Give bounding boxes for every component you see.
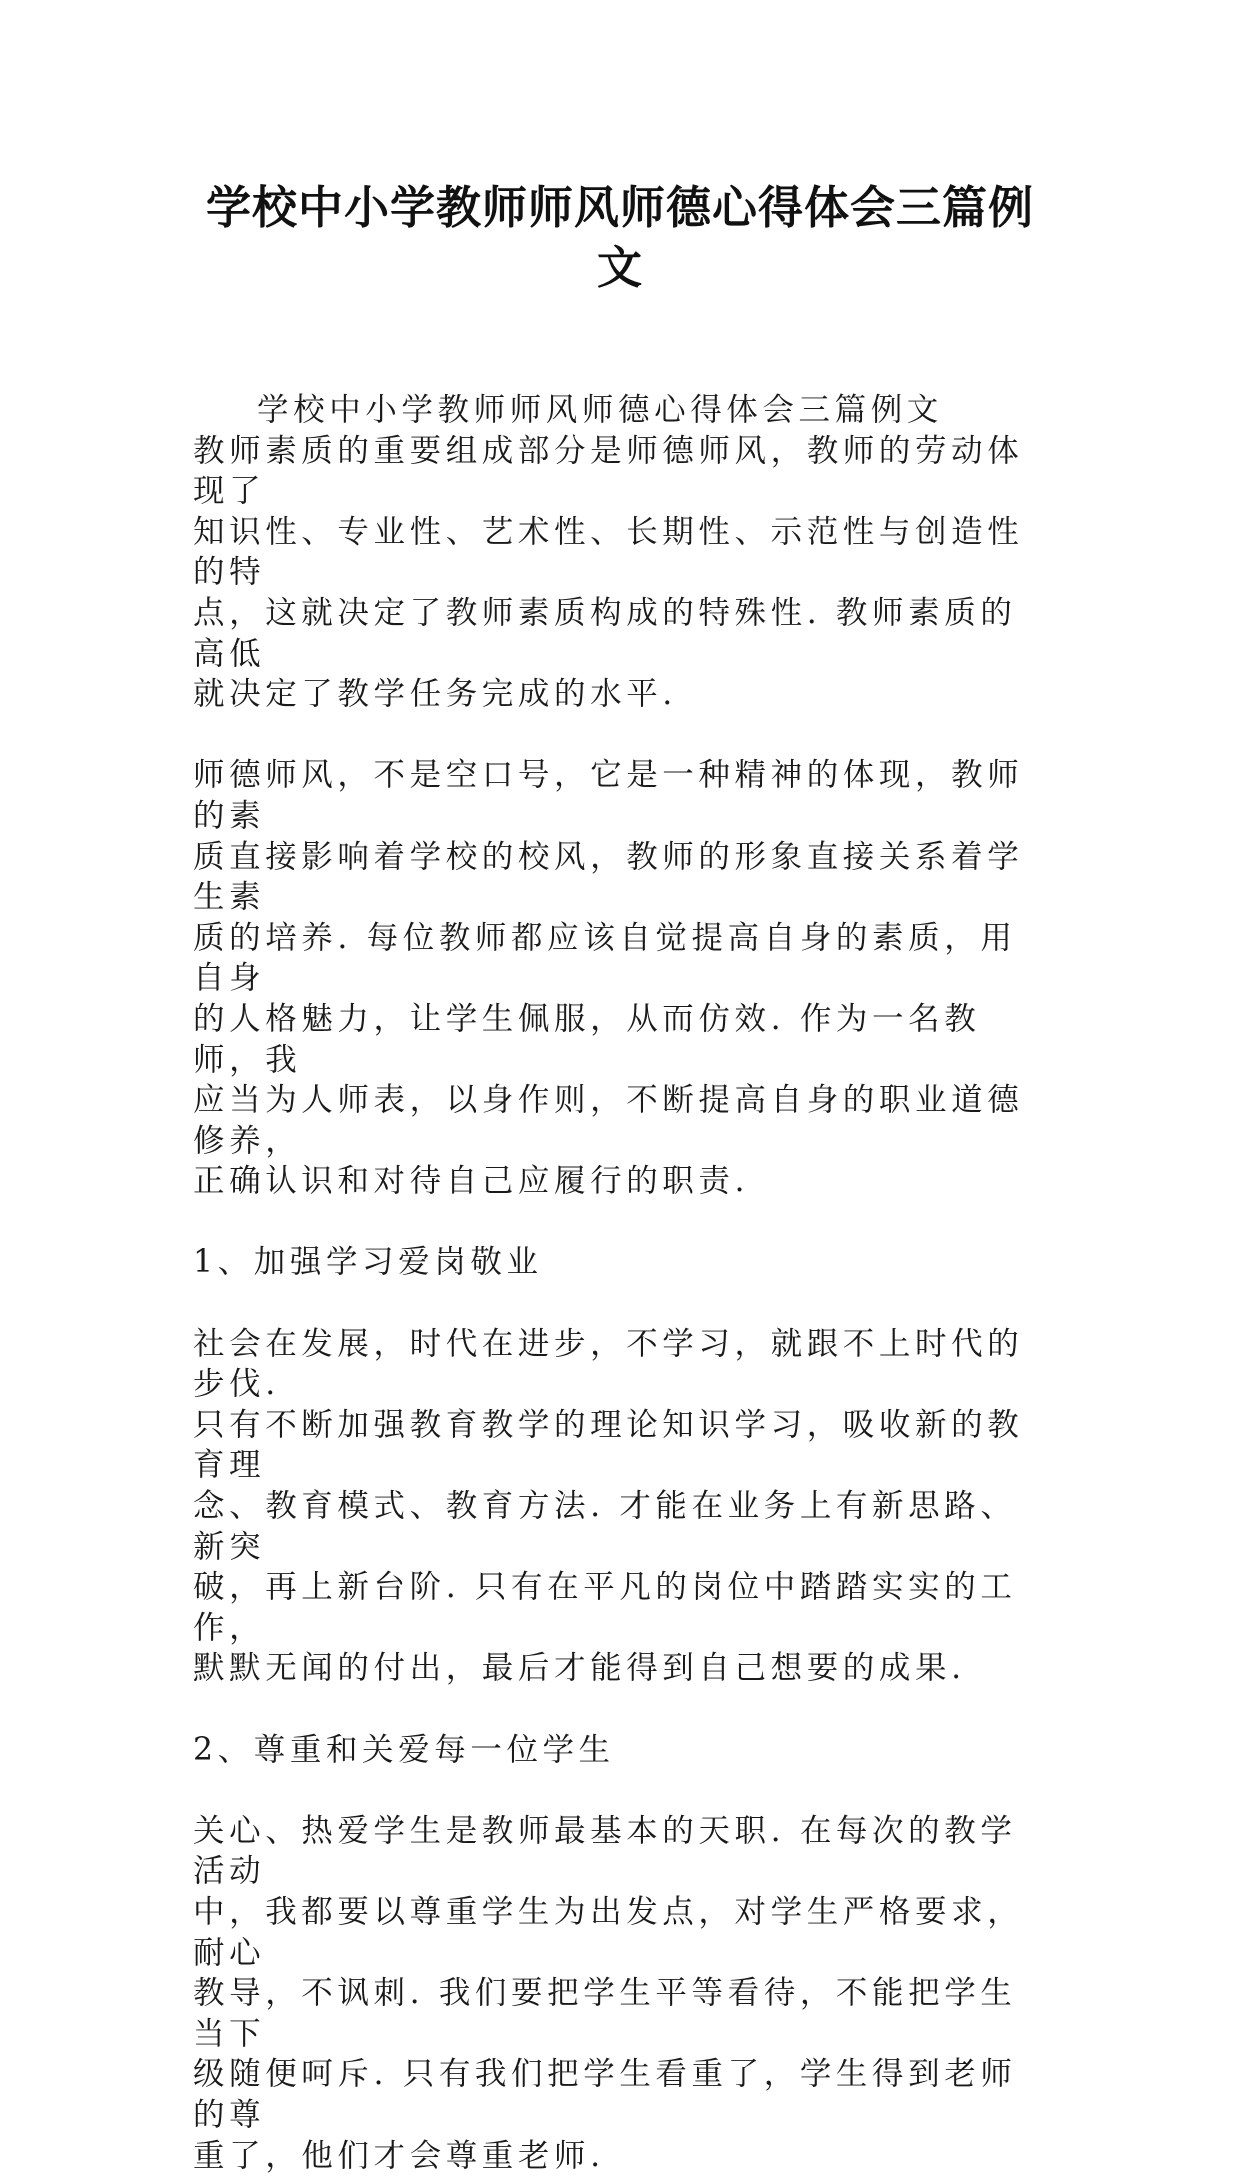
paragraph-ethics: 师德师风，不是空口号，它是一种精神的体现，教师的素 质直接影响着学校的校风，教师的形象直接关系着学生素 质的培养. 每位教师都应该自觉提高自身的素质，用自身 的人格魅力，让学生佩服，从而仿效. 作为一名教师，我 应当为人师表，以身作则，不断提高自身的职业道德修养， 正确认识和对待自己应履行的职责. xyxy=(193,757,1024,1200)
section-heading-2: 2、尊重和关爱每一位学生 xyxy=(193,1731,615,1768)
paragraph-learning: 社会在发展，时代在进步，不学习，就跟不上时代的步伐. 只有不断加强教育教学的理论知识学习，吸收新的教育理 念、教育模式、教育方法. 才能在业务上有新思路、新突 破，再上新台阶. 只有在平凡的岗位中踏踏实实的工作， 默默无闻的付出，最后才能得到自己想要的成果. xyxy=(193,1325,1024,1687)
document-title: 学校中小学教师师风师德心得体会三篇例 文 xyxy=(205,181,1034,294)
section-heading-1: 1、加强学习爱岗敬业 xyxy=(193,1244,543,1281)
paragraph-respect: 关心、热爱学生是教师最基本的天职. 在每次的教学活动 中，我都要以尊重学生为出发点，对学生严格要求，耐心 教导，不讽刺. 我们要把学生平等看待，不能把学生当下 级随便呵斥. 只有我们把学生看重了，学生得到老师的尊 重了，他们才会尊重老师. xyxy=(193,1812,1024,2174)
paragraph-intro: 教师素质的重要组成部分是师德师风，教师的劳动体现了 知识性、专业性、艺术性、长期性、示范性与创造性的特 点，这就决定了教师素质构成的特殊性. 教师素质的高低 就决定了教学任务完成的水平. xyxy=(193,432,1024,713)
document-body xyxy=(193,390,1033,2176)
document-subtitle: 学校中小学教师师风师德心得体会三篇例文 xyxy=(257,392,943,428)
